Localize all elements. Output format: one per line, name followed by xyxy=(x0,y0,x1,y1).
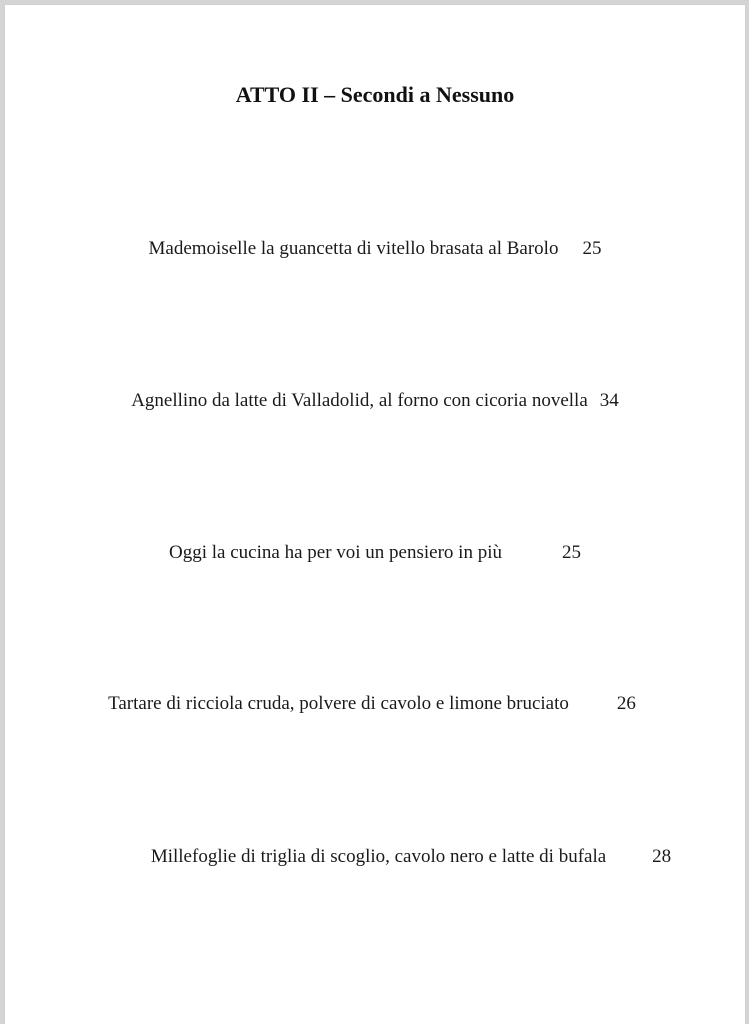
menu-item-name: Agnellino da latte di Valladolid, al forno con cicoria novella xyxy=(131,390,588,411)
menu-title: ATTO II – Secondi a Nessuno xyxy=(235,82,515,107)
menu-page xyxy=(5,5,745,1024)
menu-item-name: Mademoiselle la guancetta di vitello brasata al Barolo xyxy=(148,238,559,259)
menu-item xyxy=(2,693,742,715)
menu-item xyxy=(41,846,749,868)
menu-item xyxy=(5,238,745,260)
menu-item-price: 25 xyxy=(561,542,581,563)
menu-item-name: Millefoglie di triglia di scoglio, cavolo nero e latte di bufala xyxy=(150,846,607,867)
menu-item-name: Tartare di ricciola cruda, polvere di cavolo e limone bruciato xyxy=(108,693,569,714)
menu-item xyxy=(5,542,745,564)
menu-item-price: 28 xyxy=(652,846,672,867)
menu-item-price: 25 xyxy=(582,238,602,259)
menu-item-price: 26 xyxy=(616,693,636,714)
menu-item-name: Oggi la cucina ha per voi un pensiero in più xyxy=(169,542,502,563)
menu-item-price: 34 xyxy=(599,390,619,411)
menu-item xyxy=(5,390,745,412)
